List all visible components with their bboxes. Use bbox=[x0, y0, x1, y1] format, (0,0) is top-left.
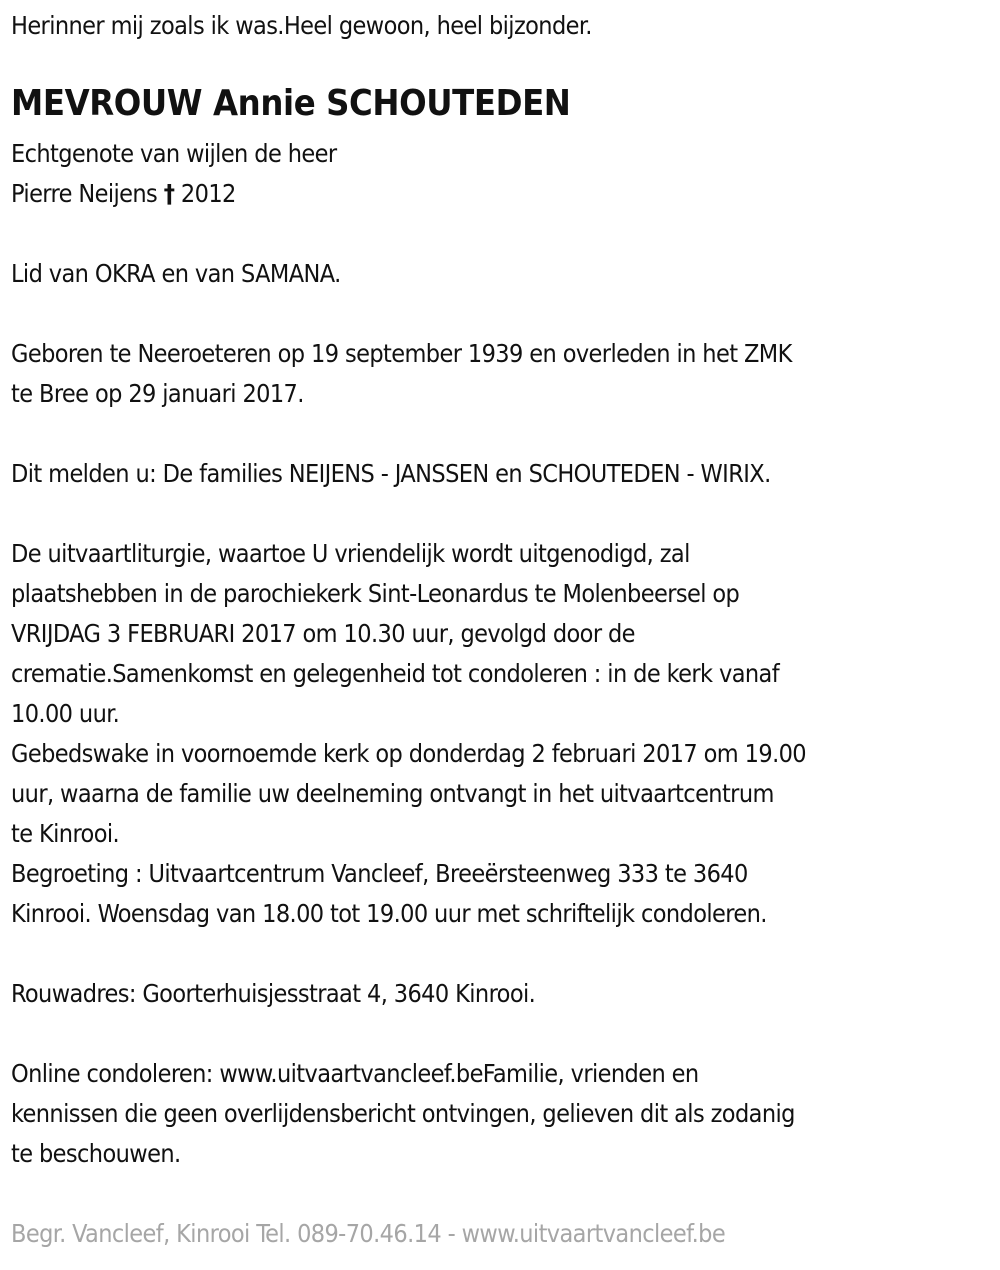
online-condolence-line-2: kennissen die geen overlijdensbericht ontvingen, gelieven dit als zodanig bbox=[11, 1099, 795, 1128]
spouse-name: Pierre Neijens bbox=[11, 179, 158, 208]
birth-death-line-2: te Bree op 29 januari 2017. bbox=[11, 379, 304, 408]
mourning-address: Rouwadres: Goorterhuisjesstraat 4, 3640 Kinrooi. bbox=[11, 979, 536, 1008]
funeral-line-2: plaatshebben in de parochiekerk Sint-Leonardus te Molenbeersel op bbox=[11, 579, 740, 608]
spouse-death-year: 2012 bbox=[180, 179, 236, 208]
vigil-line-2: uur, waarna de familie uw deelneming ontvangt in het uitvaartcentrum bbox=[11, 779, 774, 808]
spouse-line-1: Echtgenote van wijlen de heer bbox=[11, 139, 337, 168]
membership: Lid van OKRA en van SAMANA. bbox=[11, 259, 341, 288]
cross-icon: † bbox=[163, 179, 175, 208]
funeral-home-footer: Begr. Vancleef, Kinrooi Tel. 089-70.46.14 - www.uitvaartvancleef.be bbox=[11, 1219, 726, 1248]
funeral-line-5: 10.00 uur. bbox=[11, 699, 120, 728]
deceased-name-title: MEVROUW Annie SCHOUTEDEN bbox=[11, 83, 571, 124]
birth-death-line-1: Geboren te Neeroeteren op 19 september 1939 en overleden in het ZMK bbox=[11, 339, 792, 368]
online-condolence-line-3: te beschouwen. bbox=[11, 1139, 181, 1168]
vigil-line-3: te Kinrooi. bbox=[11, 819, 120, 848]
vigil-line-1: Gebedswake in voornoemde kerk op donderdag 2 februari 2017 om 19.00 bbox=[11, 739, 807, 768]
funeral-line-1: De uitvaartliturgie, waartoe U vriendelijk wordt uitgenodigd, zal bbox=[11, 539, 690, 568]
greeting-line-2: Kinrooi. Woensdag van 18.00 tot 19.00 uur met schriftelijk condoleren. bbox=[11, 899, 767, 928]
funeral-line-4: crematie.Samenkomst en gelegenheid tot condoleren : in de kerk vanaf bbox=[11, 659, 780, 688]
greeting-line-1: Begroeting : Uitvaartcentrum Vancleef, Breeërsteenweg 333 te 3640 bbox=[11, 859, 748, 888]
motto: Herinner mij zoals ik was.Heel gewoon, heel bijzonder. bbox=[11, 11, 592, 40]
online-condolence-line-1: Online condoleren: www.uitvaartvancleef.beFamilie, vrienden en bbox=[11, 1059, 699, 1088]
spouse-line-2 bbox=[11, 174, 236, 214]
announcers: Dit melden u: De families NEIJENS - JANSSEN en SCHOUTEDEN - WIRIX. bbox=[11, 459, 771, 488]
funeral-line-3: VRIJDAG 3 FEBRUARI 2017 om 10.30 uur, gevolgd door de bbox=[11, 619, 635, 648]
